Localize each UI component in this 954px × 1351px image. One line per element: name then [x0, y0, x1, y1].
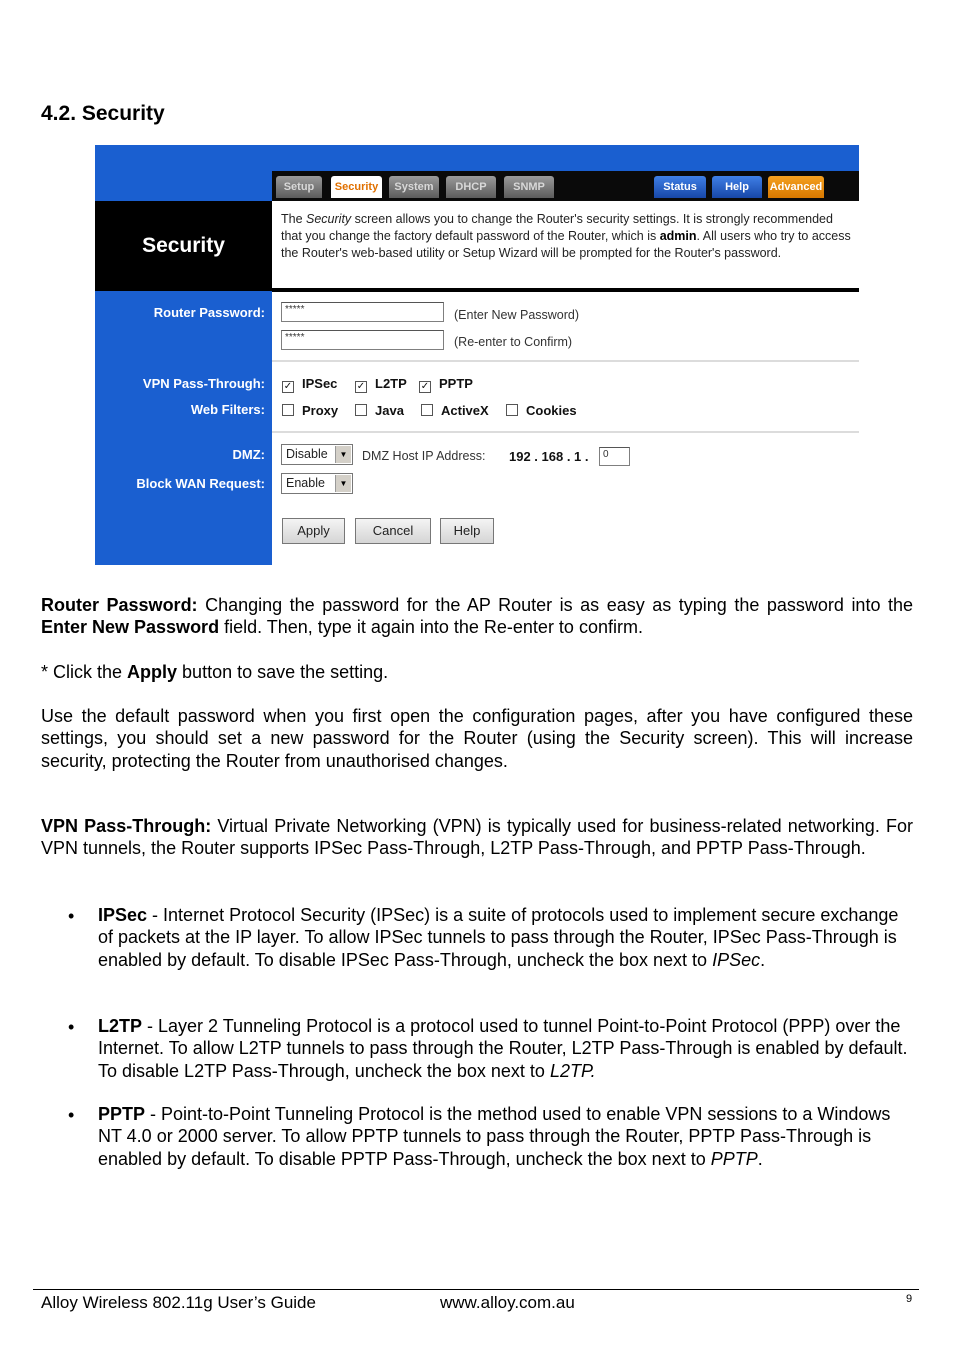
label-block-wan-request: Block WAN Request: — [136, 476, 265, 491]
checkbox-l2tp[interactable] — [355, 376, 407, 393]
label-web-filters: Web Filters: — [190, 402, 265, 417]
router-security-screenshot — [95, 145, 859, 565]
checkbox-java-box[interactable] — [355, 404, 367, 416]
label-vpn-pass-through: VPN Pass-Through: — [142, 376, 265, 391]
para2-bold: Apply — [127, 662, 178, 682]
bullet-ipsec-italic: IPSec — [712, 949, 761, 970]
para2-text-2: button to save the setting. — [177, 662, 389, 682]
bullet-l2tp-text: - Layer 2 Tunneling Protocol is a protocol used to tunnel Point-to-Point Protocol (PPP) over the Internet. To allow L2TP tunnels to pass through the Router, L2TP Pass-Through is enabled by default. To disable L2TP Pass-Through, uncheck the box next to — [98, 1016, 908, 1081]
checkbox-activex[interactable] — [421, 403, 489, 418]
checkbox-pptp-label: PPTP — [439, 376, 473, 391]
footer-rule — [33, 1289, 919, 1290]
desc-text-bold: admin — [659, 229, 697, 243]
bullet-l2tp-italic: L2TP. — [549, 1060, 596, 1081]
bullet-l2tp — [98, 1015, 913, 1082]
checkbox-pptp-box[interactable]: ✓ — [420, 381, 430, 392]
bullet-l2tp-term: L2TP — [98, 1016, 143, 1036]
bullet-ipsec-end: . — [760, 949, 766, 970]
dmz-select-value: Disable — [286, 447, 328, 461]
tab-security[interactable]: Security — [331, 176, 382, 198]
new-password-input[interactable]: ***** — [281, 302, 444, 322]
router-password-paragraph — [41, 594, 913, 639]
desc-text-2: screen allows you to change the Router's security settings. It is strongly recommended that you change the factory default password of the Router, which is — [281, 212, 833, 243]
tab-dhcp[interactable]: DHCP — [446, 176, 496, 198]
apply-note-paragraph — [41, 661, 913, 683]
ui-label-column — [95, 291, 272, 565]
help-button[interactable]: Help — [440, 518, 494, 544]
dmz-host-ip-label: DMZ Host IP Address: — [362, 449, 486, 463]
ui-section-title: Security — [142, 234, 225, 257]
ui-header-divider — [272, 288, 859, 292]
bullet-pptp — [98, 1103, 913, 1170]
footer-website: www.alloy.com.au — [440, 1293, 575, 1312]
ui-separator — [272, 360, 859, 362]
bullet-pptp-italic: PPTP — [710, 1148, 758, 1169]
checkbox-java[interactable] — [355, 403, 404, 418]
cancel-button[interactable]: Cancel — [355, 518, 431, 544]
block-wan-select[interactable] — [281, 473, 353, 494]
checkbox-l2tp-label: L2TP — [375, 376, 407, 391]
dmz-ip-prefix: 192 . 168 . 1 . — [509, 449, 589, 464]
block-wan-select-value: Enable — [286, 476, 325, 490]
para1-bold-1: Router Password: — [41, 595, 198, 615]
desc-text-1: The — [281, 212, 307, 226]
para4-bold: VPN Pass-Through: — [41, 816, 212, 836]
checkbox-activex-label: ActiveX — [441, 403, 489, 418]
desc-text-em: Security — [306, 212, 352, 226]
checkbox-l2tp-box[interactable]: ✓ — [356, 381, 366, 392]
confirm-password-input[interactable]: ***** — [281, 330, 444, 350]
bullet-ipsec — [98, 904, 913, 971]
checkbox-pptp[interactable] — [419, 376, 473, 393]
page-number: 9 — [906, 1293, 913, 1305]
para1-text-2: field. Then, type it again into the Re-enter to confirm. — [219, 617, 643, 638]
ui-separator — [272, 431, 859, 433]
checkbox-cookies-label: Cookies — [526, 403, 577, 418]
bullet-marker: • — [68, 906, 75, 926]
checkbox-proxy-box[interactable] — [282, 404, 294, 416]
reenter-password-hint: (Re-enter to Confirm) — [454, 335, 573, 349]
checkbox-ipsec-box[interactable]: ✓ — [283, 381, 293, 392]
bullet-marker: • — [68, 1105, 75, 1125]
desc-text-3: . All users who try to access the Router's web-based utility or Setup Wizard will be prompted for the Router's password. — [281, 229, 851, 260]
bullet-pptp-text: - Point-to-Point Tunneling Protocol is the method used to enable VPN sessions to a Windows NT 4.0 or 2000 server. To allow PPTP tunnels to pass through the Router, PPTP Pass-Through is enabled by default. To disable PPTP Pass-Through, uncheck the box next to — [98, 1104, 891, 1169]
tab-setup[interactable]: Setup — [276, 176, 322, 198]
para1-bold-2: Enter New Password — [41, 617, 220, 638]
ui-description — [281, 211, 851, 262]
bullet-ipsec-term: IPSec — [98, 905, 148, 925]
section-heading: 4.2. Security — [41, 102, 165, 125]
default-password-paragraph: Use the default password when you first open the configuration pages, after you have configured these settings, you should set a new password for the Router (using the Security screen). This will increase security, protecting the Router from unauthorised changes. — [41, 706, 913, 771]
checkbox-cookies-box[interactable] — [506, 404, 518, 416]
checkbox-proxy-label: Proxy — [302, 403, 339, 418]
label-router-password: Router Password: — [153, 305, 265, 320]
tab-advanced[interactable]: Advanced — [768, 176, 824, 198]
label-dmz: DMZ: — [232, 447, 265, 462]
checkbox-cookies[interactable] — [506, 403, 577, 418]
checkbox-ipsec[interactable] — [282, 376, 337, 393]
bullet-marker: • — [68, 1017, 75, 1037]
apply-button[interactable]: Apply — [282, 518, 345, 544]
enter-new-password-hint: (Enter New Password) — [454, 308, 580, 322]
bullet-pptp-end: . — [757, 1148, 763, 1169]
vpn-pass-through-paragraph — [41, 815, 913, 860]
checkbox-java-label: Java — [375, 403, 404, 418]
bullet-pptp-term: PPTP — [98, 1104, 146, 1124]
para1-text-1: Changing the password for the AP Router is as easy as typing the password into the — [197, 595, 914, 615]
checkbox-ipsec-label: IPSec — [302, 376, 338, 391]
tab-system[interactable]: System — [389, 176, 439, 198]
para4-text: Virtual Private Networking (VPN) is typically used for business-related networking. For VPN tunnels, the Router supports IPSec Pass-Through, L2TP Pass-Through, and PPTP Pass-Through. — [41, 816, 913, 859]
tab-help[interactable]: Help — [712, 176, 762, 198]
tab-status[interactable]: Status — [654, 176, 706, 198]
chevron-down-icon[interactable]: ▼ — [335, 446, 351, 463]
checkbox-proxy[interactable] — [282, 403, 338, 418]
bullet-ipsec-text: - Internet Protocol Security (IPSec) is a suite of protocols used to implement secure exchange of packets at the IP layer. To allow IPSec tunnels to pass through the Router, IPSec Pass-Through is enabled by default. To disable IPSec Pass-Through, uncheck the box next to — [98, 905, 899, 970]
chevron-down-icon[interactable]: ▼ — [335, 475, 351, 492]
dmz-select[interactable] — [281, 444, 353, 465]
footer-guide-title: Alloy Wireless 802.11g User’s Guide — [41, 1293, 316, 1312]
checkbox-activex-box[interactable] — [421, 404, 433, 416]
para2-text-1: * Click the — [41, 662, 128, 682]
tab-snmp[interactable]: SNMP — [504, 176, 554, 198]
dmz-last-octet-input[interactable]: 0 — [599, 447, 630, 466]
